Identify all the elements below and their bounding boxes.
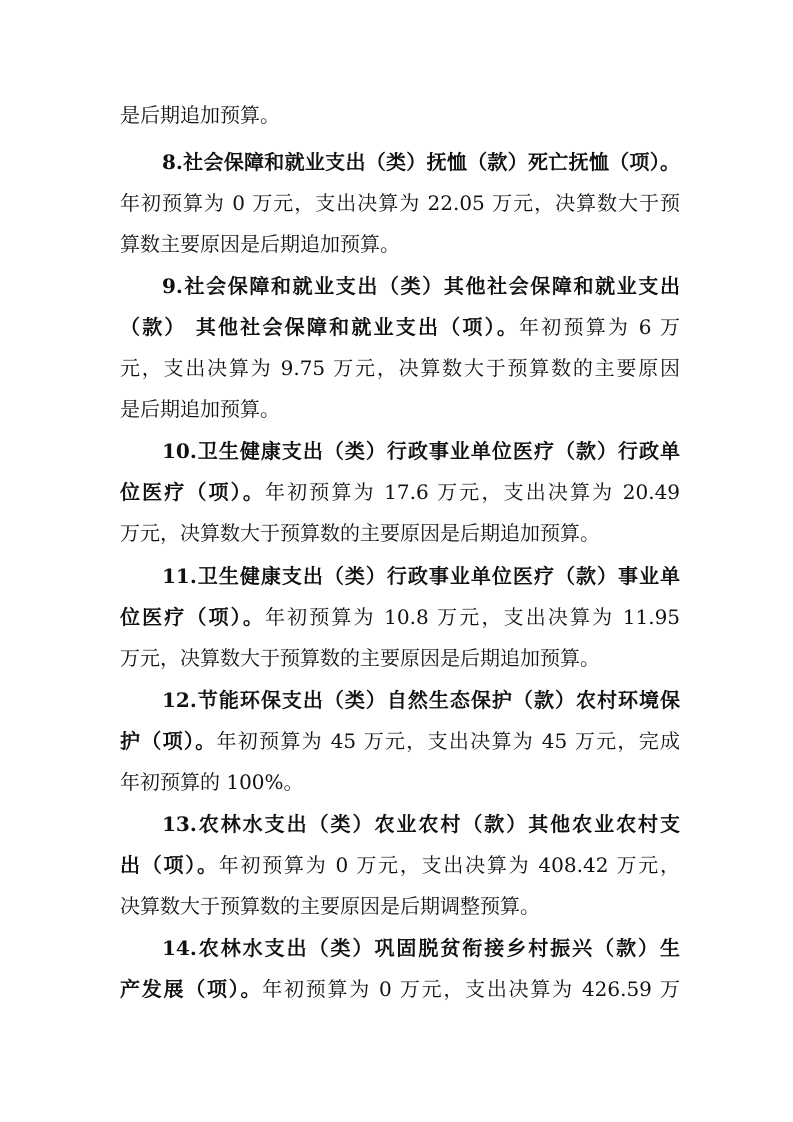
item-heading: （款） 其他社会保障和就业支出（项）。 — [120, 315, 520, 339]
text-line — [120, 313, 680, 341]
heading-line — [162, 810, 680, 838]
heading-line — [162, 148, 680, 176]
item-heading: 9.社会保障和就业支出（类）其他社会保障和就业支出 — [162, 274, 680, 298]
text-run: 年初预算为 10.8 万元，支出决算为 11.95 — [264, 605, 680, 629]
text-line — [120, 892, 680, 920]
item-heading: 护（项）。 — [120, 729, 217, 753]
heading-line — [162, 686, 680, 714]
text-run: 万元，决算数大于预算数的主要原因是后期追加预算。 — [120, 521, 600, 545]
item-heading: 12.节能环保支出（类）自然生态保护（款）农村环境保 — [162, 688, 680, 712]
item-heading: 位医疗（项）。 — [120, 480, 265, 504]
item-heading: 13.农林水支出（类）农业农村（款）其他农业农村支 — [162, 812, 680, 836]
heading-line — [162, 272, 680, 300]
text-run: 年初预算为 0 万元，支出决算为 408.42 万元， — [218, 853, 680, 877]
text-run: 年初预算为 6 万 — [519, 315, 680, 339]
text-run: 万元，决算数大于预算数的主要原因是后期追加预算。 — [120, 646, 600, 670]
text-run: 算数主要原因是后期追加预算。 — [120, 232, 400, 256]
heading-line — [162, 437, 680, 465]
text-line — [120, 395, 680, 423]
item-heading: 14.农林水支出（类）巩固脱贫衔接乡村振兴（款）生 — [162, 936, 680, 960]
text-line — [120, 519, 680, 547]
text-line — [120, 101, 680, 129]
text-run: 决算数大于预算数的主要原因是后期调整预算。 — [120, 894, 540, 918]
text-line — [120, 851, 680, 879]
text-run: 年初预算的 100%。 — [120, 770, 304, 794]
heading-line — [162, 934, 680, 962]
heading-line — [162, 562, 680, 590]
text-run: 是后期追加预算。 — [120, 397, 280, 421]
text-line — [120, 230, 680, 258]
item-heading: 10.卫生健康支出（类）行政事业单位医疗（款）行政单 — [162, 439, 680, 463]
text-line — [120, 189, 680, 217]
item-heading: 出（项）。 — [120, 853, 219, 877]
text-line — [120, 768, 680, 796]
item-heading: 位医疗（项）。 — [120, 605, 265, 629]
text-line — [120, 603, 680, 631]
item-heading: 11.卫生健康支出（类）行政事业单位医疗（款）事业单 — [162, 564, 680, 588]
text-run: 年初预算为 17.6 万元，支出决算为 20.49 — [264, 480, 680, 504]
text-run: 年初预算为 0 万元，支出决算为 22.05 万元，决算数大于预 — [120, 191, 680, 215]
text-line — [120, 975, 680, 1003]
text-run: 是后期追加预算。 — [120, 103, 280, 127]
text-line — [120, 354, 680, 382]
text-run: 年初预算为 45 万元，支出决算为 45 万元，完成 — [216, 729, 680, 753]
text-line — [120, 478, 680, 506]
item-heading: 8.社会保障和就业支出（类）抚恤（款）死亡抚恤（项）。 — [162, 150, 680, 174]
text-line — [120, 727, 680, 755]
text-run: 年初预算为 0 万元，支出决算为 426.59 万 — [262, 977, 680, 1001]
text-run: 元，支出决算为 9.75 万元，决算数大于预算数的主要原因 — [120, 356, 680, 380]
item-heading: 产发展（项）。 — [120, 977, 263, 1001]
text-line — [120, 644, 680, 672]
